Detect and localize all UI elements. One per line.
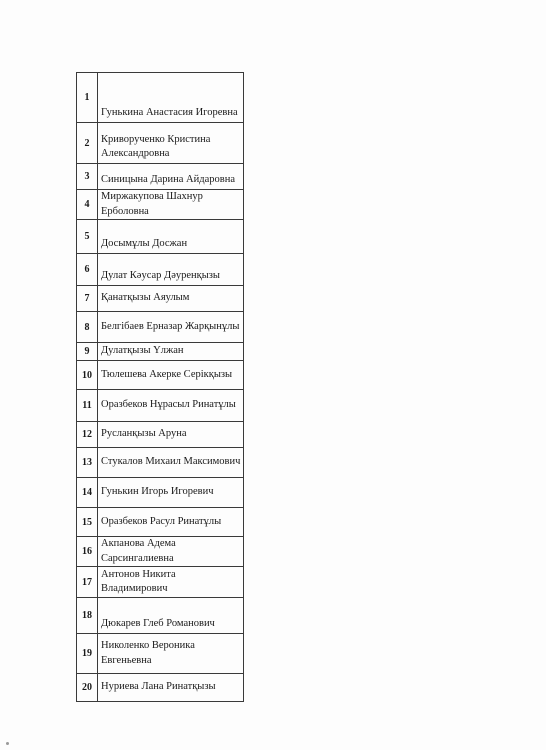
table-row xyxy=(77,508,244,537)
student-list-table xyxy=(76,72,244,702)
table-row xyxy=(77,422,244,448)
row-number: 9 xyxy=(77,343,98,361)
row-number: 11 xyxy=(77,390,98,422)
student-name: Гунькин Игорь Игоревич xyxy=(98,478,244,508)
student-name: Антонов Никита Владимирович xyxy=(98,567,244,598)
table-row xyxy=(77,390,244,422)
row-number: 13 xyxy=(77,448,98,478)
student-name: Белгібаев Ерназар Жарқынұлы xyxy=(98,312,244,343)
student-name: Оразбеков Нұрасыл Ринатұлы xyxy=(98,390,244,422)
table-row xyxy=(77,598,244,634)
table-row xyxy=(77,478,244,508)
row-number: 7 xyxy=(77,286,98,312)
row-number: 15 xyxy=(77,508,98,537)
table-row xyxy=(77,674,244,702)
table-row xyxy=(77,164,244,190)
student-name: Дюкарев Глеб Романович xyxy=(98,598,244,634)
table-row xyxy=(77,448,244,478)
table-row xyxy=(77,190,244,220)
table-row xyxy=(77,123,244,164)
student-name: Нуриева Лана Ринатқызы xyxy=(98,674,244,702)
table-row xyxy=(77,567,244,598)
student-name: Қанатқызы Аяулым xyxy=(98,286,244,312)
row-number: 8 xyxy=(77,312,98,343)
table-row xyxy=(77,634,244,674)
row-number: 2 xyxy=(77,123,98,164)
student-name: Николенко Вероника Евгеньевна xyxy=(98,634,244,674)
student-name: Миржакупова Шахнур Ерболовна xyxy=(98,190,244,220)
row-number: 3 xyxy=(77,164,98,190)
row-number: 20 xyxy=(77,674,98,702)
student-name: Досымұлы Досжан xyxy=(98,220,244,254)
table-row xyxy=(77,254,244,286)
student-name: Стукалов Михаил Максимович xyxy=(98,448,244,478)
student-name: Дулат Кәусар Дәуренқызы xyxy=(98,254,244,286)
row-number: 6 xyxy=(77,254,98,286)
table-row xyxy=(77,361,244,390)
table-row xyxy=(77,220,244,254)
student-name: Акпанова Адема Сарсингалиевна xyxy=(98,537,244,567)
scan-mark xyxy=(6,742,9,745)
row-number: 18 xyxy=(77,598,98,634)
row-number: 16 xyxy=(77,537,98,567)
student-name: Гунькина Анастасия Игоревна xyxy=(98,73,244,123)
row-number: 5 xyxy=(77,220,98,254)
row-number: 14 xyxy=(77,478,98,508)
row-number: 1 xyxy=(77,73,98,123)
student-name: Русланқызы Аруна xyxy=(98,422,244,448)
student-name: Тюлешева Акерке Серікқызы xyxy=(98,361,244,390)
student-name: Криворученко Кристина Александровна xyxy=(98,123,244,164)
student-name: Оразбеков Расул Ринатұлы xyxy=(98,508,244,537)
table-row xyxy=(77,286,244,312)
student-name: Дулатқызы Үлжан xyxy=(98,343,244,361)
student-name: Синицына Дарина Айдаровна xyxy=(98,164,244,190)
row-number: 17 xyxy=(77,567,98,598)
row-number: 12 xyxy=(77,422,98,448)
table-row xyxy=(77,343,244,361)
row-number: 10 xyxy=(77,361,98,390)
table-row xyxy=(77,73,244,123)
row-number: 4 xyxy=(77,190,98,220)
table-row xyxy=(77,537,244,567)
row-number: 19 xyxy=(77,634,98,674)
table-row xyxy=(77,312,244,343)
